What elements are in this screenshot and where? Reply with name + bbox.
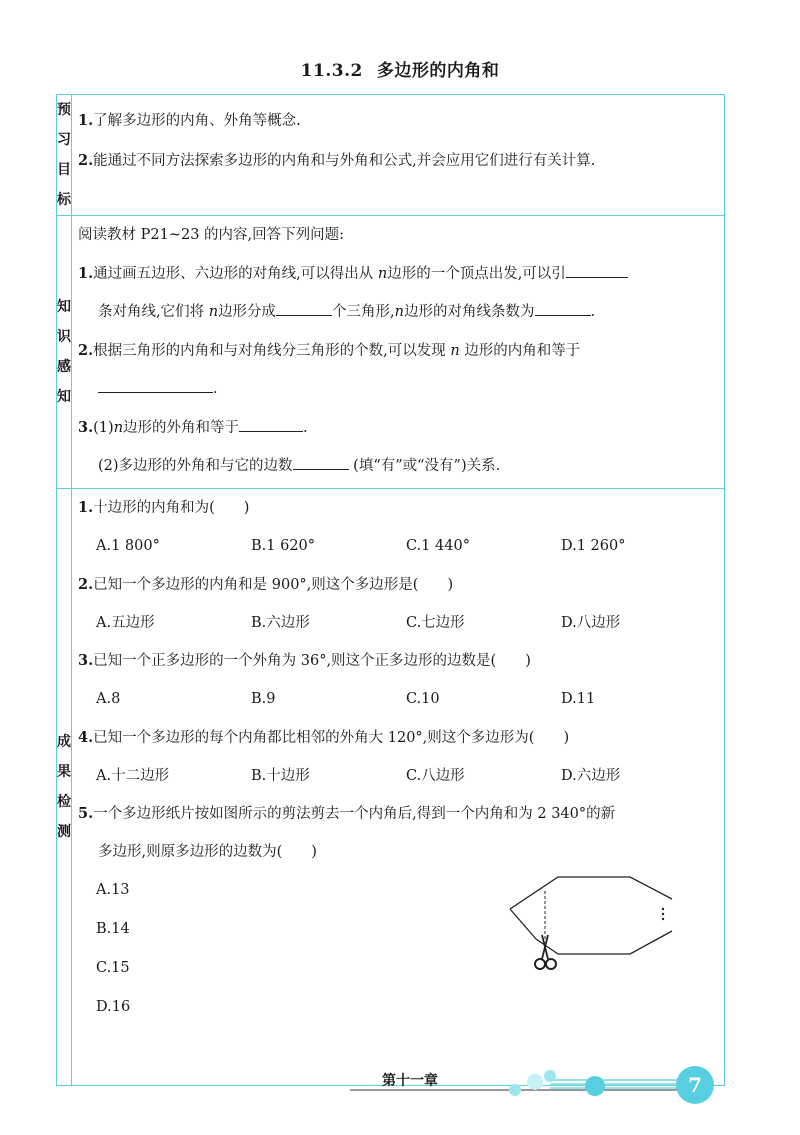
check-label (57, 489, 72, 1086)
option-a[interactable]: A.十二边形 (96, 767, 170, 784)
page-title (0, 56, 800, 81)
question-stem (78, 642, 716, 680)
preview-label-line1: 预习 (57, 102, 71, 148)
worksheet-table (56, 94, 725, 1086)
answer-blank[interactable] (293, 455, 349, 470)
option-c[interactable]: C.10 (406, 691, 440, 707)
q-number: 2. (78, 341, 94, 359)
preview-content (72, 95, 725, 216)
chapter-label: 第十一章 (382, 1073, 438, 1089)
answer-blank[interactable] (276, 301, 332, 316)
q1-text-f: 边形的对角线条数为 (404, 304, 535, 320)
check-label-line2: 检测 (57, 794, 71, 840)
section-title: 多边形的内角和 (376, 61, 500, 81)
q-number: 4. (78, 728, 94, 746)
q-number: 1. (78, 499, 94, 516)
question-stem (78, 719, 716, 757)
stem-text: 已知一个多边形的内角和是 900°,则这个多边形是( ) (93, 576, 454, 593)
var-n: n (208, 304, 219, 320)
option-c[interactable]: C.15 (96, 960, 130, 976)
option-b[interactable]: B.1 620° (251, 538, 316, 554)
page-number: 7 (676, 1066, 714, 1104)
option-c[interactable]: C.八边形 (406, 767, 465, 784)
option-a[interactable]: A.五边形 (96, 614, 155, 631)
footer (350, 1068, 710, 1108)
answer-blank[interactable] (535, 301, 591, 316)
q2-text-b: 边形的内角和等于 (464, 342, 581, 359)
q-number: 1. (78, 264, 94, 282)
answer-blank[interactable] (239, 417, 303, 432)
period: . (303, 419, 308, 436)
q1-text-c: 条对角线,它们将 (98, 304, 205, 320)
option-d[interactable]: D.11 (561, 691, 596, 707)
q3-text-1: 边形的外角和等于 (123, 419, 240, 436)
check-label-line1: 成果 (57, 734, 71, 780)
knowledge-q2-line1 (78, 332, 716, 371)
stem-text: 已知一个多边形的每个内角都比相邻的外角大 120°,则这个多边形为( ) (93, 729, 570, 746)
knowledge-q3-line2 (78, 447, 716, 486)
question-stem (78, 795, 716, 833)
answer-blank[interactable] (98, 378, 213, 393)
option-d[interactable]: D.1 260° (561, 538, 626, 554)
var-n: n (113, 419, 124, 436)
q3-text-2a: (2)多边形的外角和与它的边数 (98, 458, 293, 474)
knowledge-content (72, 216, 725, 489)
options-row (78, 757, 716, 796)
item-text: 了解多边形的内角、外角等概念. (93, 113, 301, 129)
section-number: 11.3.2 (300, 61, 363, 81)
q-number: 2. (78, 575, 94, 593)
option-a[interactable]: A.1 800° (96, 538, 160, 554)
preview-item (78, 141, 716, 181)
knowledge-q1-line2 (78, 293, 716, 332)
stem-text: 十边形的内角和为( ) (93, 500, 250, 516)
knowledge-q2-line2 (78, 370, 716, 409)
period: . (213, 381, 218, 397)
option-a[interactable]: A.8 (96, 691, 121, 707)
options-row (78, 527, 716, 566)
q1-text-b: 边形的一个顶点出发,可以引 (387, 265, 566, 282)
preview-row (57, 95, 725, 216)
preview-label-line2: 目标 (57, 162, 71, 208)
options-row (78, 604, 716, 643)
dots-ellipsis (662, 908, 664, 920)
check-row (57, 489, 725, 1086)
period: . (590, 304, 596, 320)
var-n: n (377, 265, 388, 282)
item-text: 能通过不同方法探索多边形的内角和与外角和公式,并会应用它们进行有关计算. (93, 153, 596, 169)
knowledge-q1-line1 (78, 255, 716, 294)
option-d[interactable]: D.六边形 (561, 767, 621, 784)
stem-text: 一个多边形纸片按如图所示的剪法剪去一个内角后,得到一个内角和为 2 340°的新 (93, 806, 616, 822)
answer-blank[interactable] (566, 263, 628, 278)
knowledge-row (57, 216, 725, 489)
item-number: 2. (78, 152, 94, 169)
option-c[interactable]: C.七边形 (406, 614, 465, 631)
option-d[interactable]: D.16 (96, 999, 131, 1015)
knowledge-intro: 阅读教材 P21~23 的内容,回答下列问题: (78, 227, 345, 243)
var-n: n (450, 342, 460, 359)
option-b[interactable]: B.十边形 (251, 767, 310, 784)
stem-text: 已知一个正多边形的一个外角为 36°,则这个正多边形的边数是( ) (93, 653, 531, 669)
option-d[interactable]: D.八边形 (561, 614, 621, 631)
option-b[interactable]: B.六边形 (251, 614, 310, 631)
preview-label (57, 95, 72, 216)
q1-text-a: 通过画五边形、六边形的对角线,可以得出从 (93, 265, 374, 282)
item-number: 1. (78, 112, 94, 129)
check-content (72, 489, 725, 1086)
option-b[interactable]: B.9 (251, 691, 276, 707)
q-number: 3. (78, 418, 94, 436)
q3-sub1-label: (1) (93, 419, 114, 436)
q3-text-2b: (填“有”或“没有”)关系. (353, 458, 501, 474)
preview-item (78, 101, 716, 141)
question-stem-cont: 多边形,则原多边形的边数为( ) (98, 844, 317, 860)
q-number: 3. (78, 652, 94, 669)
option-c[interactable]: C.1 440° (406, 538, 470, 554)
knowledge-label-line1: 知识 (57, 299, 71, 345)
q-number: 5. (78, 805, 94, 822)
polygon-figure (500, 869, 680, 979)
var-n: n (394, 304, 405, 320)
knowledge-label (57, 216, 72, 489)
options-row (78, 680, 716, 719)
q1-text-d: 边形分成 (218, 304, 277, 320)
q2-text-a: 根据三角形的内角和与对角线分三角形的个数,可以发现 (93, 342, 446, 359)
question-stem (78, 566, 716, 604)
knowledge-label-line2: 感知 (57, 359, 71, 405)
option-a[interactable]: A.13 (96, 882, 130, 898)
option-b[interactable]: B.14 (96, 921, 130, 937)
q1-text-e: 个三角形, (332, 304, 395, 320)
question-stem (78, 489, 716, 527)
knowledge-q3-line1 (78, 409, 716, 448)
